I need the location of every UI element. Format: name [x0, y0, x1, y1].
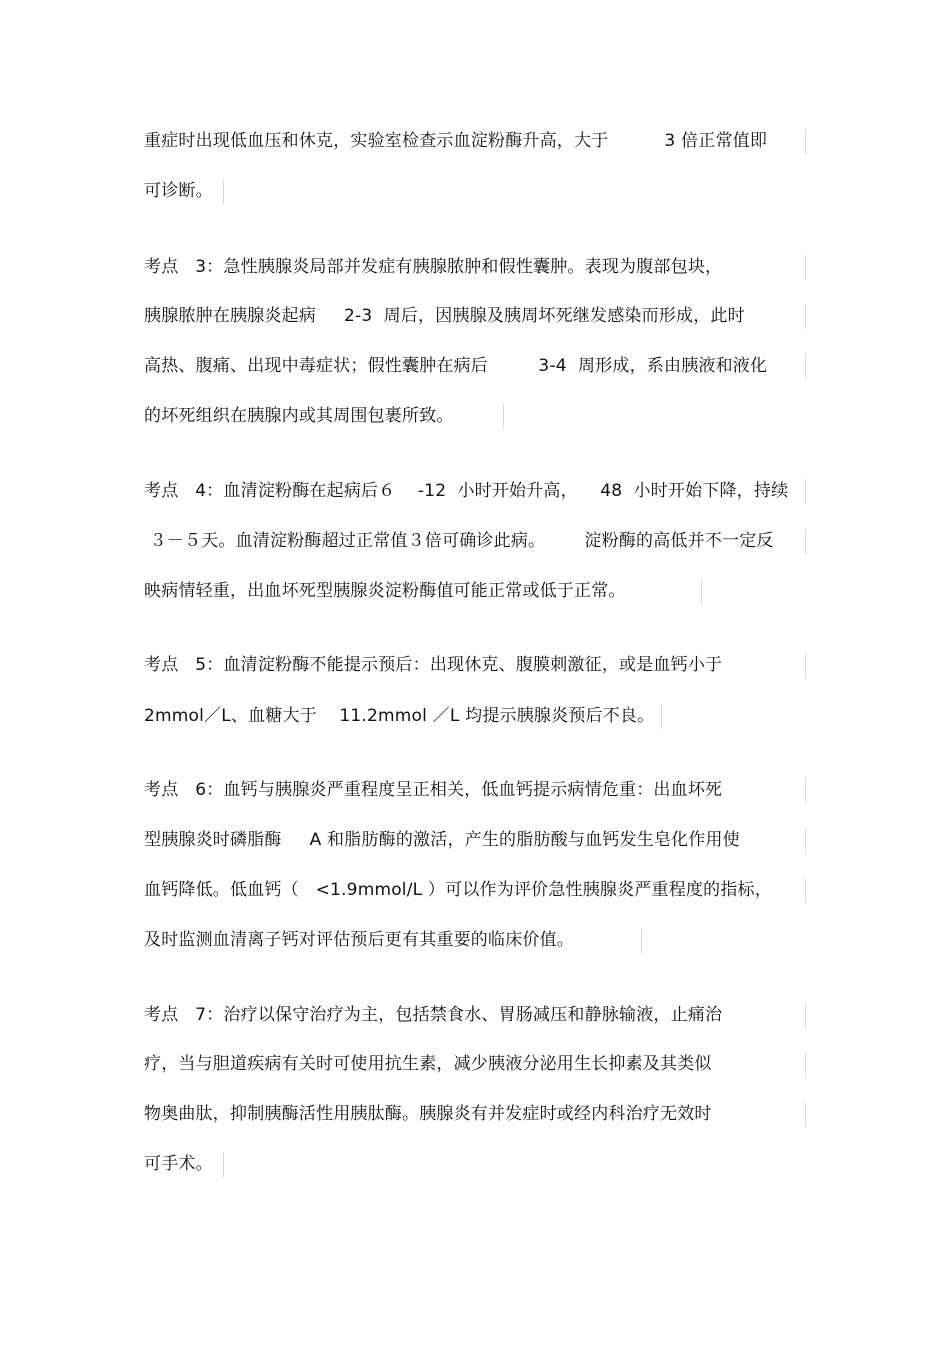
line-rule	[700, 579, 702, 604]
text-line: 胰腺脓肿在胰腺炎起病 2-3 周后，因胰腺及胰周坏死继发感染而形成，此时	[144, 306, 745, 326]
text-line: 重症时出现低血压和休克，实验室检查示血淀粉酶升高，大于 3 倍正常值即	[144, 131, 768, 151]
text-line: 血钙降低。低血钙（ <1.9mmol/L ）可以作为评价急性胰腺炎严重程度的指标，	[144, 880, 772, 900]
text-line: 考点 3：急性胰腺炎局部并发症有胰腺脓肿和假性囊肿。表现为腹部包块，	[144, 257, 723, 277]
text-line: 可诊断。	[144, 181, 213, 201]
text-line: 考点 5：血清淀粉酶不能提示预后：出现休克、腹膜刺激征，或是血钙小于	[144, 655, 723, 675]
line-rule	[804, 1052, 806, 1077]
line-rule	[804, 129, 806, 154]
line-rule	[640, 928, 642, 953]
text-line: 可手术。	[144, 1154, 213, 1174]
text-line: 2mmol／L、血糖大于 11.2mmol ／L 均提示胰腺炎预后不良。	[144, 706, 655, 726]
text-line: 及时监测血清离子钙对评估预后更有其重要的临床价值。	[144, 930, 574, 950]
line-rule	[804, 304, 806, 329]
text-line: 物奥曲肽，抑制胰酶活性用胰肽酶。胰腺炎有并发症时或经内科治疗无效时	[144, 1104, 712, 1124]
line-rule	[804, 1102, 806, 1127]
line-rule	[804, 255, 806, 280]
line-rule	[804, 529, 806, 554]
line-rule	[804, 653, 806, 678]
text-line: 考点 7：治疗以保守治疗为主，包括禁食水、胃肠减压和静脉输液，止痛治	[144, 1005, 723, 1025]
text-line: 考点 4：血清淀粉酶在起病后６ -12 小时开始升高， 48 小时开始下降，持续	[144, 481, 789, 501]
line-rule	[804, 479, 806, 504]
line-rule	[804, 828, 806, 853]
line-rule	[222, 1152, 224, 1177]
text-line: ３－５天。血清淀粉酶超过正常值３倍可确诊此病。 淀粉酶的高低并不一定反	[144, 531, 774, 551]
text-line: 高热、腹痛、出现中毒症状；假性囊肿在病后 3-4 周形成，系由胰液和液化	[144, 356, 768, 376]
line-rule	[804, 354, 806, 379]
text-line: 型胰腺炎时磷脂酶 A 和脂肪酶的激活，产生的脂肪酸与血钙发生皂化作用使	[144, 830, 740, 850]
text-line: 的坏死组织在胰腺内或其周围包裹所致。	[144, 406, 454, 426]
line-rule	[804, 778, 806, 803]
text-line: 映病情轻重，出血坏死型胰腺炎淀粉酶值可能正常或低于正常。	[144, 581, 626, 601]
line-rule	[222, 179, 224, 204]
text-line: 疗，当与胆道疾病有关时可使用抗生素，减少胰液分泌用生长抑素及其类似	[144, 1054, 712, 1074]
line-rule	[660, 704, 662, 729]
line-rule	[502, 404, 504, 429]
line-rule	[804, 878, 806, 903]
line-rule	[804, 1003, 806, 1028]
text-line: 考点 6：血钙与胰腺炎严重程度呈正相关，低血钙提示病情危重：出血坏死	[144, 780, 723, 800]
